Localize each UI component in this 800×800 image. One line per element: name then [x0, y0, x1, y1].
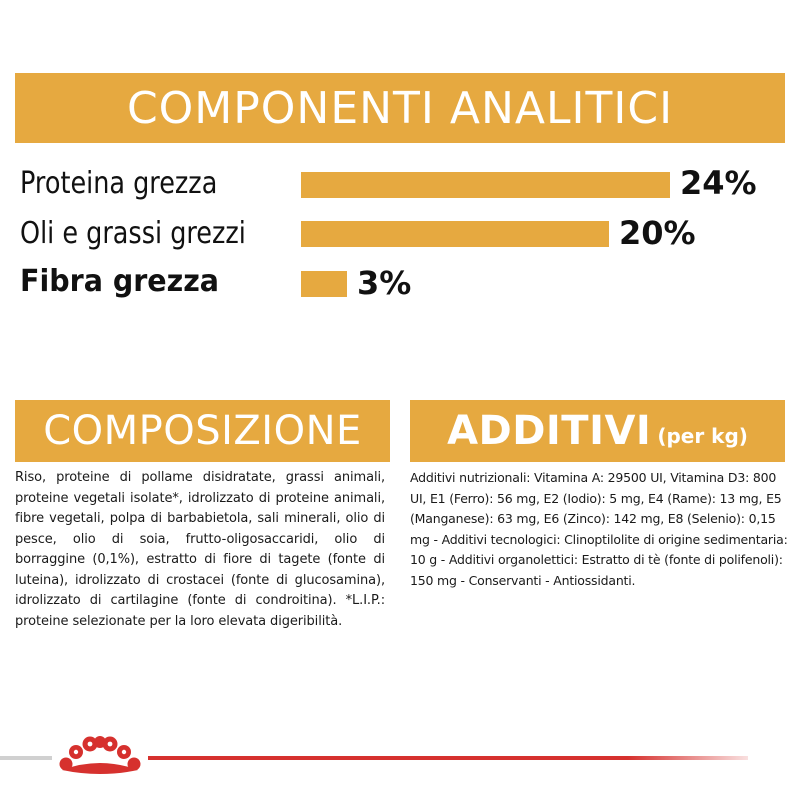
fat-label: Oli e grassi grezzi: [20, 216, 246, 251]
fat-bar: [301, 221, 609, 247]
additives-banner: [410, 400, 785, 462]
protein-label: Proteina grezza: [20, 166, 218, 201]
additives-title: ADDITIVI: [447, 408, 652, 454]
additives-text: Additivi nutrizionali: Vitamina A: 29500 UI, Vitamina D3: 800 UI, E1 (Ferro): 56 mg, E2 (Iodio): 5 mg, E4 (Rame): 13 mg, E5 (Manganese): 63 mg, E6 (Zinco): 142 mg, E8 (Selenio): 0,15 mg - Additivi tecnologici: Clinoptilolite di origine sedimentaria: 10 g - Additivi organolettici: Estratto di tè (fonte di polifenoli): 150 mg - Conservanti - Antiossidanti.: [410, 470, 788, 588]
royal-canin-crown-icon: [52, 728, 148, 776]
composition-text: Riso, proteine di pollame disidratate, grassi animali, proteine vegetali isolate*, idrolizzato di proteine animali, fibre vegetali, polpa di barbabietola, sali minerali, olio di pesce, olio di soia, frutto-oligosaccaridi, olio di borraggine (0,1%), estratto di fiore di tagete (fonte di luteina), idrolizzato di crostacei (fonte di glucosamina), idrolizzato di cartilagine (fonte di condroitina). *L.I.P.: proteine selezionate per la loro elevata digeribilità.: [15, 470, 385, 629]
additives-subtitle: (per kg): [657, 424, 748, 448]
protein-bar: [301, 172, 670, 198]
fat-value: 20%: [619, 214, 696, 252]
composition-banner: [15, 400, 390, 462]
fiber-label: Fibra grezza: [20, 264, 220, 299]
analytic-components-title: COMPONENTI ANALITICI: [126, 82, 674, 134]
composition-title: COMPOSIZIONE: [43, 408, 362, 454]
footer-divider-red: [148, 756, 748, 760]
analytic-components-banner: [15, 73, 785, 143]
fiber-value: 3%: [357, 264, 412, 302]
protein-value: 24%: [680, 164, 757, 202]
fiber-bar: [301, 271, 347, 297]
footer-divider-left: [0, 756, 52, 760]
